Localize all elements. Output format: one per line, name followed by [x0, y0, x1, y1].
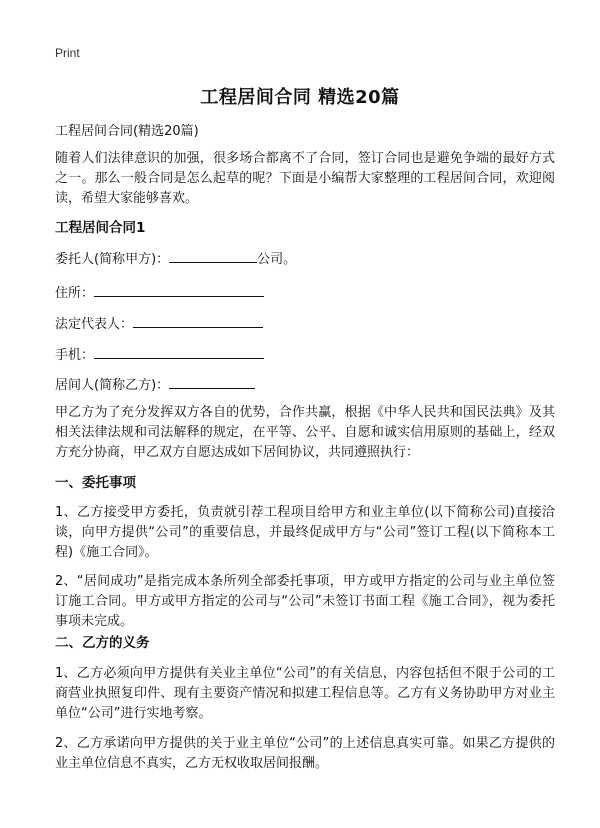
document-title: 工程居间合同 精选20篇: [200, 87, 400, 108]
address-field: [55, 282, 264, 301]
legal-rep-label: 法定代表人：: [55, 317, 134, 332]
preamble-paragraph: 甲乙方为了充分发挥双方各自的优势，合作共赢，根据《中华人民共和国民法典》及其相关法律法规和司法解释的规定，在平等、公平、自愿和诚实信用原则的基础上，经双方充分协商，甲乙双方自愿达成如下居间协议，共同遵照执行：: [55, 405, 555, 460]
broker-blank: [169, 376, 255, 389]
document-subtitle: 工程居间合同(精选20篇): [55, 124, 199, 139]
client-label: 委托人(简称甲方)：: [55, 252, 170, 267]
address-label: 住所：: [55, 286, 95, 301]
contract-heading: 工程居间合同1: [55, 220, 146, 236]
section-item: 1、乙方接受甲方委托，负责就引荐工程项目给甲方和业主单位(以下简称公司)直接洽谈，向甲方提供“公司”的重要信息，并最终促成甲方与“公司”签订工程(以下简称本工程)《施工合同》。: [55, 505, 555, 560]
address-blank: [94, 284, 264, 297]
phone-label: 手机：: [55, 348, 95, 363]
section-item: 2、“居间成功”是指完成本条所列全部委托事项，甲方或甲方指定的公司与业主单位签订施工合同。甲方或甲方指定的公司与“公司”未签订书面工程《施工合同》，视为委托事项未完成。: [55, 574, 555, 629]
legal-rep-field: [55, 313, 263, 332]
client-blank: [169, 250, 257, 263]
broker-field: [55, 374, 255, 393]
section-heading: 二、乙方的义务: [55, 635, 150, 651]
legal-rep-blank: [133, 315, 263, 328]
phone-blank: [94, 346, 264, 359]
broker-label: 居间人(简称乙方)：: [55, 378, 170, 393]
client-field: [55, 248, 296, 267]
section-item: 1、乙方必须向甲方提供有关业主单位“公司”的有关信息，内容包括但不限于公司的工商营业执照复印件、现有主要资产情况和拟建工程信息等。乙方有义务协助甲方对业主单位“公司”进行实地考察。: [55, 666, 555, 721]
print-link[interactable]: Print: [55, 46, 80, 60]
section-item: 2、乙方承诺向甲方提供的关于业主单位“公司”的上述信息真实可靠。如果乙方提供的业主单位信息不真实，乙方无权收取居间报酬。: [55, 736, 555, 771]
phone-field: [55, 344, 264, 363]
section-heading: 一、委托事项: [55, 475, 136, 491]
client-suffix: 公司。: [257, 252, 297, 267]
intro-paragraph: 随着人们法律意识的加强，很多场合都离不了合同，签订合同也是避免争端的最好方式之一。那么一般合同是怎么起草的呢？下面是小编帮大家整理的工程居间合同，欢迎阅读，希望大家能够喜欢。: [55, 151, 555, 206]
